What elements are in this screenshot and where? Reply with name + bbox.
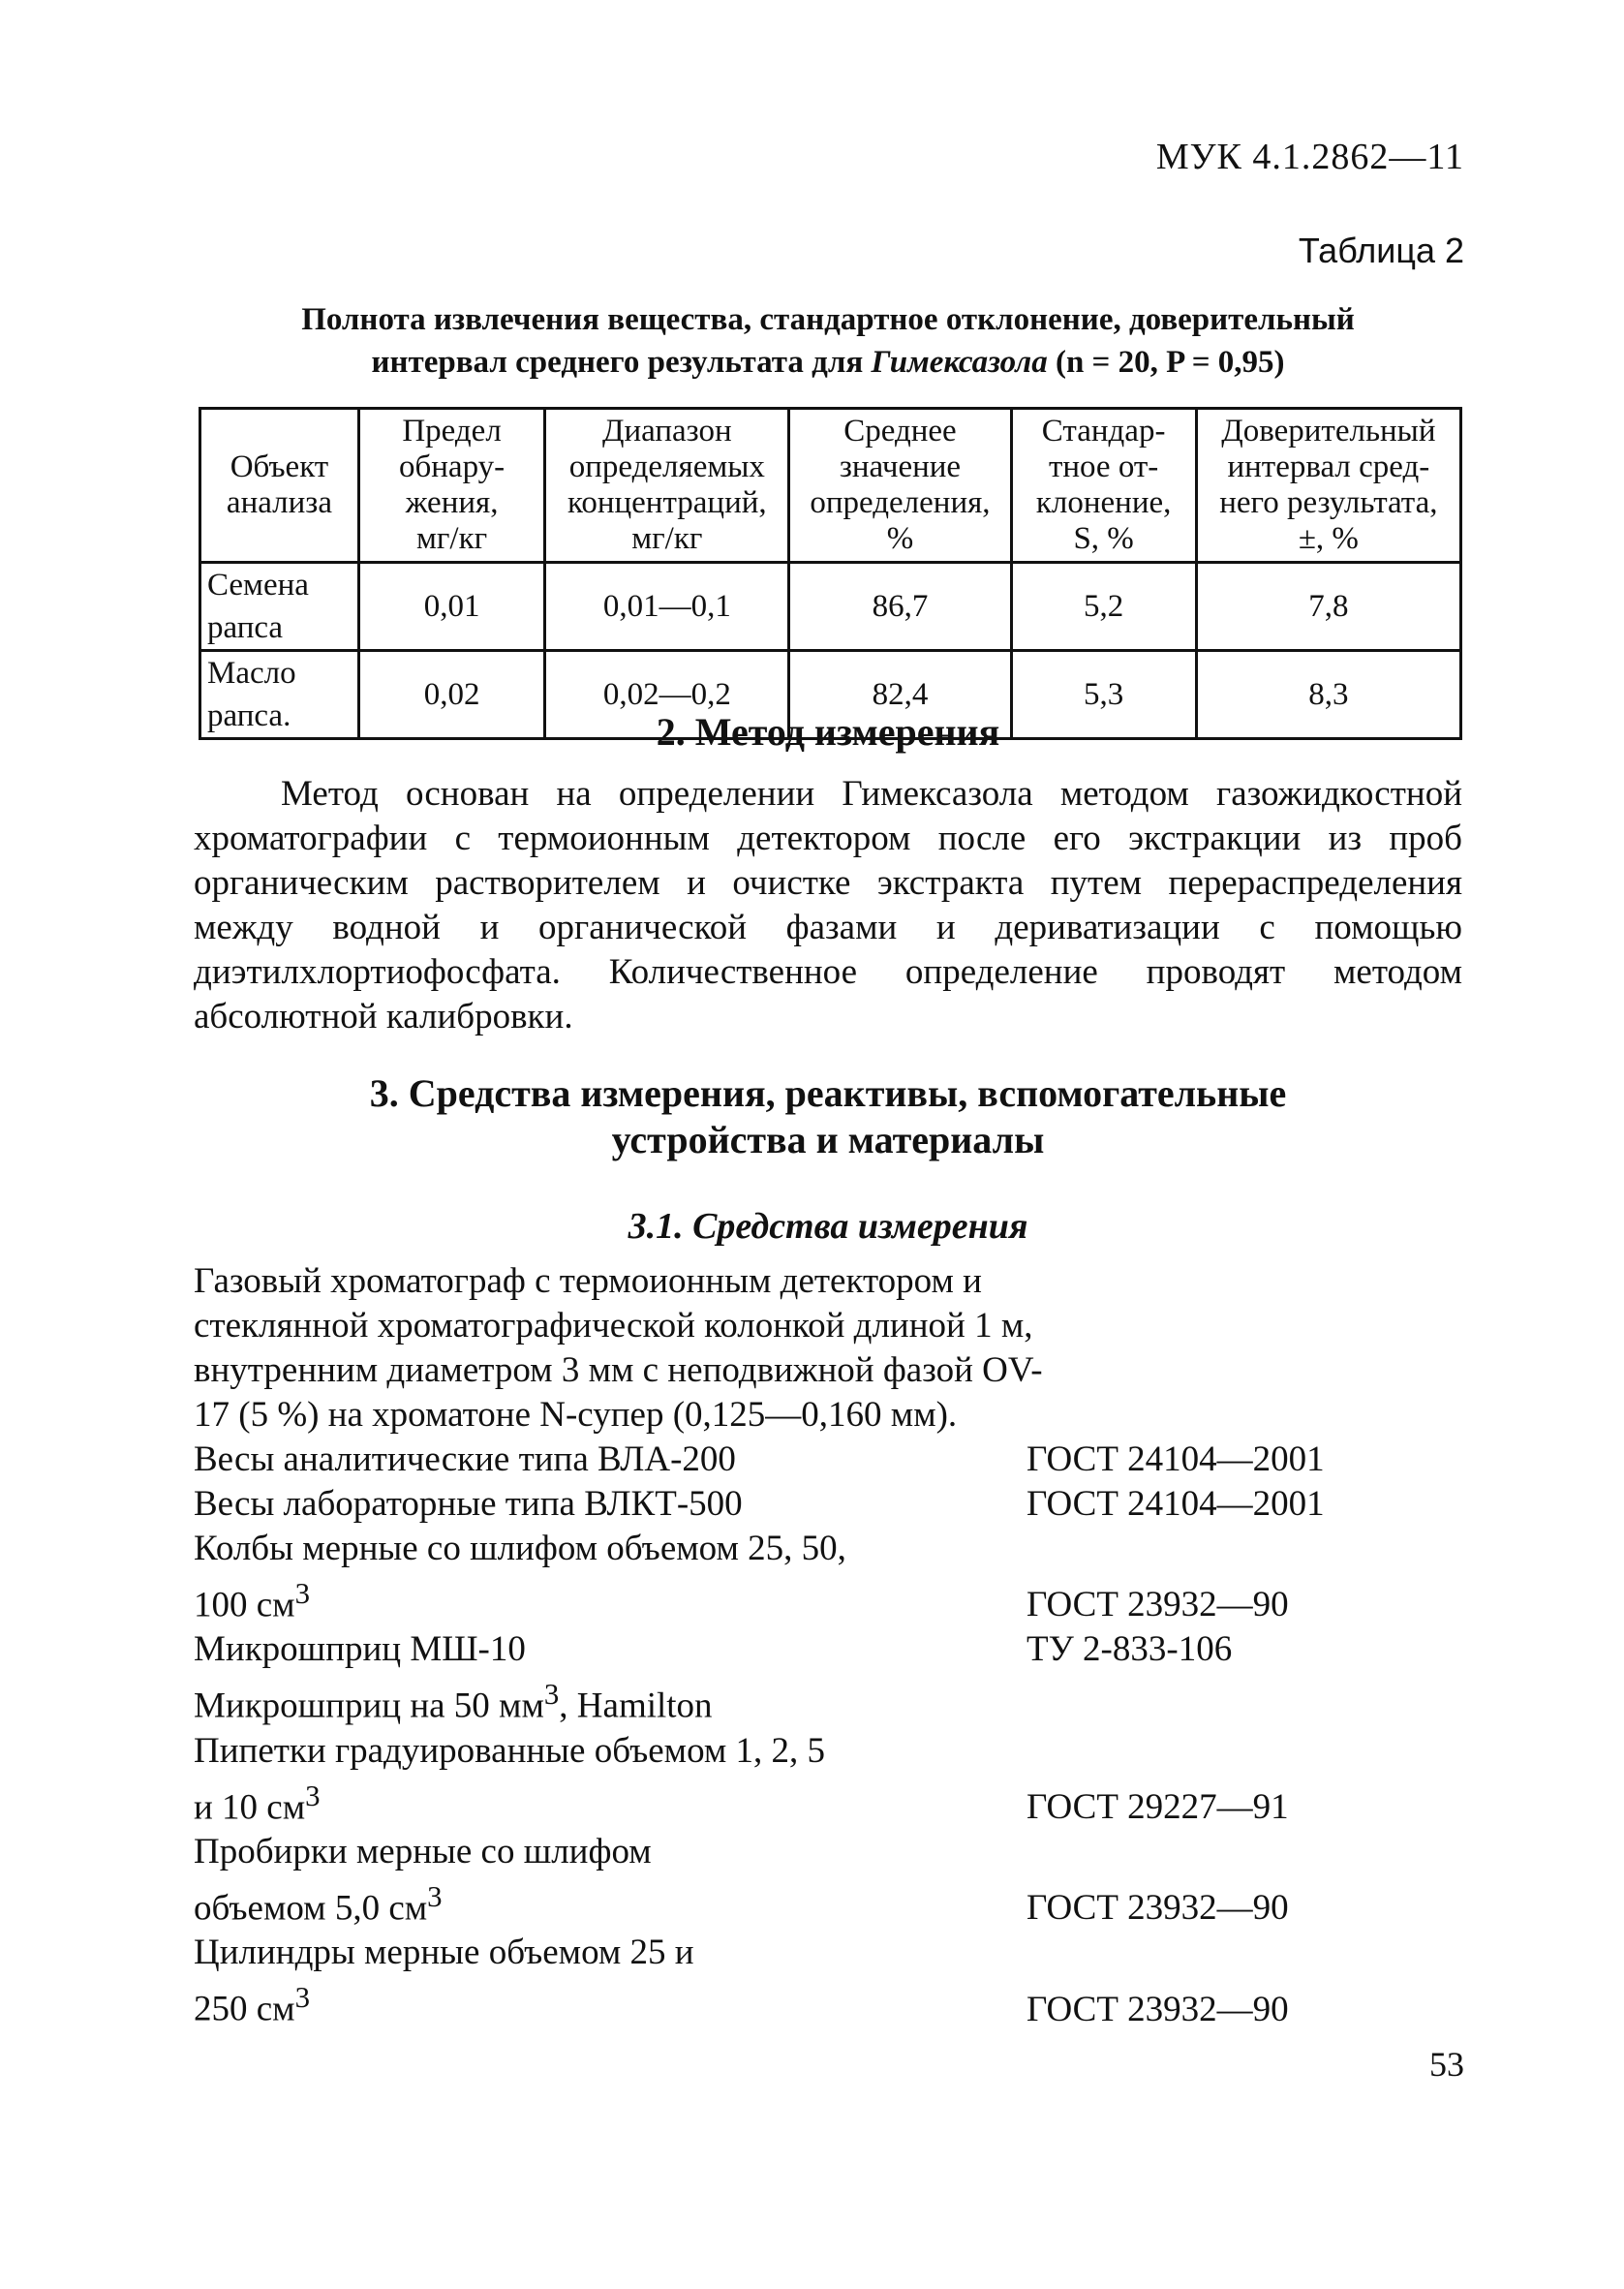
table-cell: 0,01 [358, 563, 544, 651]
equipment-name: Пипетки градуированные объемом 1, 2, 5 и 10 $см^3$ [194, 1730, 826, 1827]
equipment-standard: ГОСТ 29227—91 [1026, 1786, 1289, 1827]
page-number: 53 [1429, 2045, 1464, 2084]
table-caption [194, 298, 1462, 384]
equipment-name: Колбы мерные со шлифом объемом 25, 50, 100 $см^3$ [194, 1529, 846, 1625]
list-item [194, 1527, 1462, 1627]
equipment-name: Цилиндры мерные объемом 25 и 250 $см^3$ [194, 1933, 694, 2029]
subsection-3-1-heading: 3.1. Средства измерения [628, 1206, 1028, 1247]
recovery-table [199, 407, 1462, 740]
list-item [194, 1931, 1462, 2031]
equipment-name: Газовый хроматограф с термоионным детектором и стеклянной хроматографической колонкой длиной 1 м, внутренним диаметром 3 мм с неподвижной фазой OV-17 (5 %) на хроматоне N-супер (0,125—0,160 мм). [194, 1261, 1043, 1435]
section-3-heading-line-2: устройства и материалы [611, 1118, 1045, 1161]
table-cell: 82,4 [789, 651, 1011, 739]
caption-text: интервал среднего результата для [371, 345, 872, 380]
equipment-name: Весы лабораторные типа ВЛКТ-500 [194, 1484, 743, 1524]
table-header-row [200, 409, 1461, 563]
table-label: Таблица 2 [1298, 231, 1464, 270]
list-item [194, 1482, 1462, 1527]
equipment-standard: ГОСТ 24104—2001 [1026, 1484, 1325, 1524]
table-cell: 8,3 [1196, 651, 1460, 739]
equipment-name: Микрошприц МШ-10 [194, 1629, 526, 1670]
equipment-standard: ГОСТ 23932—90 [1026, 1888, 1289, 1929]
equipment-standard: ГОСТ 23932—90 [1026, 1989, 1289, 2029]
equipment-name: Весы аналитические типа ВЛА-200 [194, 1439, 736, 1479]
table-row [200, 563, 1461, 651]
table-cell: 0,02 [358, 651, 544, 739]
header-std-dev: Стандар- тное от- клонение, S, % [1011, 409, 1196, 563]
list-item [194, 1627, 1462, 1672]
table-caption-line-2 [194, 341, 1462, 384]
table-cell: 5,2 [1011, 563, 1196, 651]
header-object: Объект анализа [200, 409, 359, 563]
table-cell: 5,3 [1011, 651, 1196, 739]
caption-substance: Гимексазола [871, 345, 1048, 380]
table-cell: 0,01—0,1 [545, 563, 789, 651]
list-item [194, 1672, 1462, 1728]
table-caption-line-1: Полнота извлечения вещества, стандартное отклонение, доверительный [301, 302, 1355, 337]
section-3-heading [194, 1070, 1462, 1163]
header-mean: Среднее значение определения, % [789, 409, 1011, 563]
document-code: МУК 4.1.2862—11 [1155, 137, 1464, 177]
table-cell: Масло рапса. [200, 651, 359, 739]
table-cell: 0,02—0,2 [545, 651, 789, 739]
equipment-list [194, 1259, 1462, 2032]
list-item [194, 1729, 1462, 1830]
equipment-standard: ГОСТ 24104—2001 [1026, 1439, 1325, 1479]
method-description: Метод основан на определении Гимексазола методом газожидкостной хроматографии с термоионным детектором после его экстракции из проб органическим растворителем и очистке экстракта путем перераспределения между водной и органической фазами и дериватизации с помощью диэтилхлортиофосфата. Количественное определение проводят методом абсолютной калибровки. [194, 774, 1462, 1036]
table-cell: Семена рапса [200, 563, 359, 651]
table-cell: 86,7 [789, 563, 1011, 651]
table-cell: 7,8 [1196, 563, 1460, 651]
header-confidence: Доверительный интервал сред- него результата, ±, % [1196, 409, 1460, 563]
section-2-heading: 2. Метод измерения [656, 710, 1000, 754]
equipment-standard: ГОСТ 23932—90 [1026, 1585, 1289, 1625]
header-range: Диапазон определяемых концентраций, мг/кг [545, 409, 789, 563]
header-detection-limit: Предел обнару- жения, мг/кг [358, 409, 544, 563]
list-item [194, 1259, 1462, 1438]
list-item [194, 1830, 1462, 1931]
section-2-paragraph [194, 772, 1462, 1039]
section-3-heading-line-1: 3. Средства измерения, реактивы, вспомогательные [369, 1071, 1287, 1115]
equipment-standard: ТУ 2-833-106 [1026, 1629, 1233, 1670]
equipment-name: Пробирки мерные со шлифом объемом 5,0 $см^3$ [194, 1831, 652, 1929]
list-item [194, 1438, 1462, 1482]
equipment-name: Микрошприц на 50 $мм^3$, Hamilton [194, 1678, 713, 1726]
caption-params: (n = 20, P = 0,95) [1047, 345, 1285, 380]
